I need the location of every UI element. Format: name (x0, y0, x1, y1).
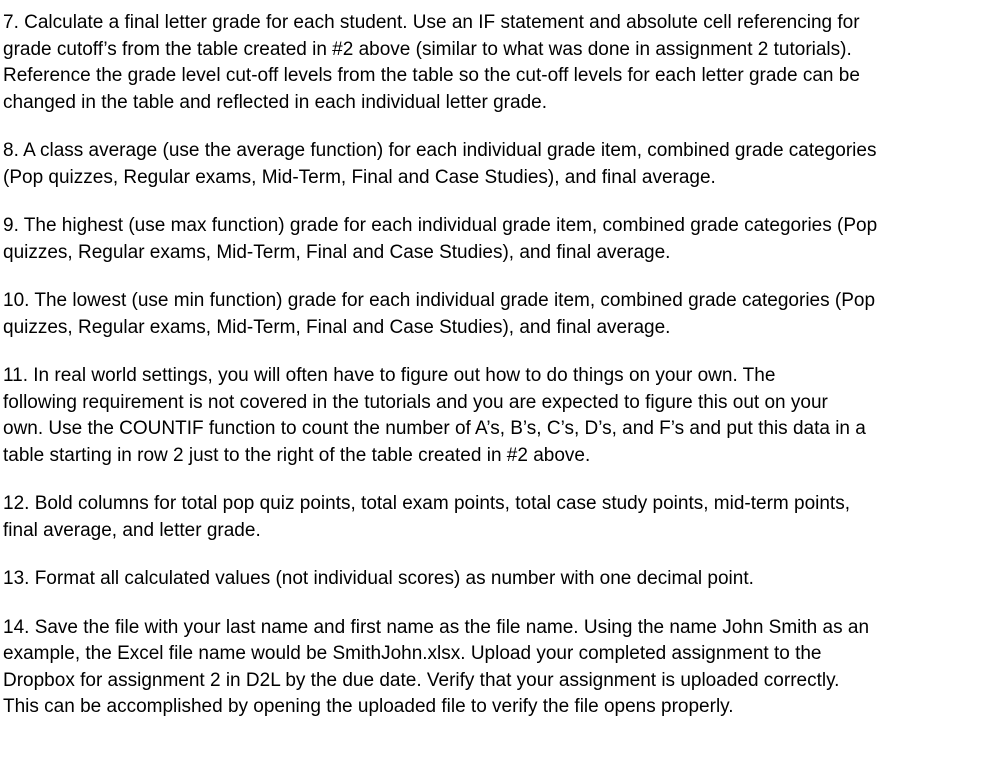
text-line: following requirement is not covered in the tutorials and you are expected to figure this out on your (3, 391, 828, 413)
text-line: This can be accomplished by opening the uploaded file to verify the file opens properly. (3, 696, 734, 717)
text-line: 7. Calculate a final letter grade for each student. Use an IF statement and absolute cell referencing for (3, 12, 860, 33)
text-line: 9. The highest (use max function) grade for each individual grade item, combined grade categories (Pop (3, 215, 878, 236)
text-line: table starting in row 2 just to the right of the table created in #2 above. (3, 444, 591, 466)
text-line: own. Use the COUNTIF function to count the number of A’s, B’s, C’s, D’s, and F’s and put this data in a (3, 418, 866, 439)
text-line: changed in the table and reflected in each individual letter grade. (3, 91, 547, 113)
text-line: quizzes, Regular exams, Mid-Term, Final and Case Studies), and final average. (3, 316, 671, 338)
instruction-item-8 (3, 138, 988, 191)
text-line: Dropbox for assignment 2 in D2L by the due date. Verify that your assignment is uploaded correctly. (3, 669, 840, 691)
instruction-item-10 (3, 288, 988, 341)
text-line: 14. Save the file with your last name and first name as the file name. Using the name John Smith as an (3, 616, 870, 638)
instruction-item-14 (3, 615, 988, 721)
text-line: 13. Format all calculated values (not individual scores) as number with one decimal point. (3, 568, 754, 589)
text-line: example, the Excel file name would be SmithJohn.xlsx. Upload your completed assignment to the (3, 643, 822, 664)
text-line: 12. Bold columns for total pop quiz points, total exam points, total case study points, mid-term points, (3, 493, 850, 514)
text-line: quizzes, Regular exams, Mid-Term, Final and Case Studies), and final average. (3, 241, 671, 263)
instruction-item-9 (3, 213, 988, 266)
text-line: 10. The lowest (use min function) grade for each individual grade item, combined grade categories (Pop (3, 290, 876, 311)
instruction-item-11 (3, 363, 988, 469)
instruction-item-13 (3, 566, 988, 593)
text-line: 8. A class average (use the average function) for each individual grade item, combined grade categories (3, 140, 877, 161)
text-line: Reference the grade level cut-off levels from the table so the cut-off levels for each letter grade can be (3, 65, 860, 86)
text-line: 11. In real world settings, you will often have to figure out how to do things on your own. The (3, 365, 776, 386)
text-line: grade cutoff’s from the table created in #2 above (similar to what was done in assignment 2 tutorials). (3, 38, 852, 60)
document-body (3, 10, 988, 743)
text-line: final average, and letter grade. (3, 519, 261, 541)
instruction-item-7 (3, 10, 988, 116)
text-line: (Pop quizzes, Regular exams, Mid-Term, Final and Case Studies), and final average. (3, 166, 716, 188)
instruction-item-12 (3, 491, 988, 544)
